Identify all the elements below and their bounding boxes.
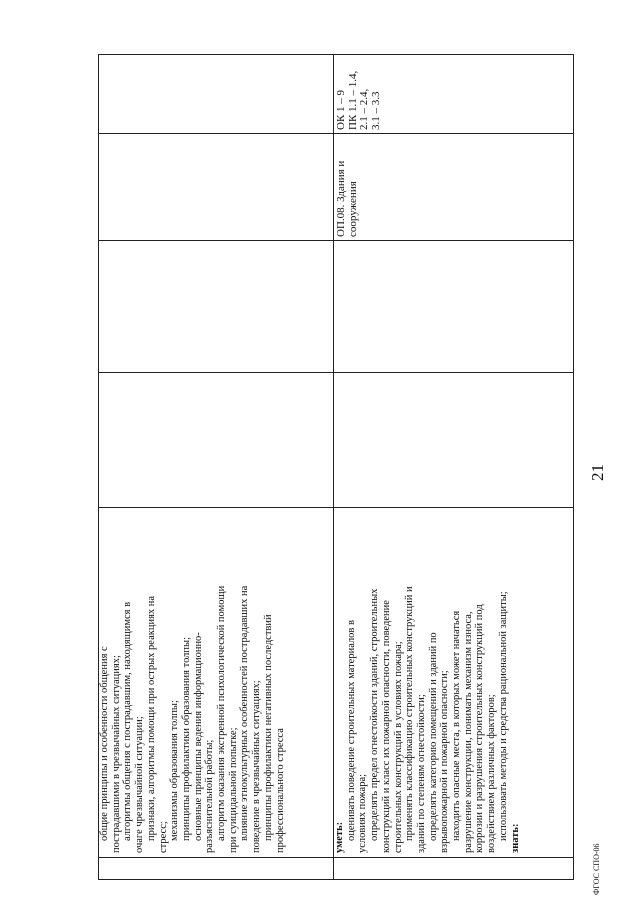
content-lines [99, 508, 286, 857]
content-line: разрушение конструкции, понимать механизм износа, [462, 611, 474, 853]
content-line: коррозии и разрушения строительных конструкций под [474, 604, 486, 853]
content-line: знать: [509, 823, 521, 853]
content-line: находить опасные места, в которых может начаться [451, 610, 463, 841]
content-line: механизмы образования толпы; [169, 700, 181, 841]
hours-cell [334, 373, 574, 508]
content-cell [99, 508, 334, 858]
content-line: разъяснительной работы; [204, 739, 216, 853]
content-line: общие принципы и особенности общения с [99, 646, 110, 841]
curriculum-table [98, 54, 574, 880]
discipline-cell [334, 134, 574, 241]
competency-list [99, 55, 103, 133]
content-line: конструкций и класс их пожарной опасности, поведение [380, 600, 392, 853]
content-line: пострадавшими в чрезвычайных ситуациях; [110, 655, 122, 853]
content-line: строительных конструкций в условиях пожара; [392, 641, 404, 853]
content-line: алгоритм оказания экстренной психологической помощи [216, 585, 228, 841]
content-line: применять классификацию строительных конструкций и [404, 586, 416, 841]
content-lines [334, 508, 521, 857]
table-row [334, 55, 574, 880]
competency-item: ОК 1 – 9 [335, 89, 347, 130]
content-line: профессионального стресса [274, 728, 286, 853]
content-line: очаге чрезвычайной ситуации; [134, 716, 146, 853]
content-line: принципы профилактики негативных последствий [262, 614, 274, 841]
content-line: уметь: [334, 821, 345, 853]
content-line: поведение в чрезвычайных ситуациях; [251, 680, 263, 853]
page-number: 21 [588, 464, 607, 481]
hours-cell [99, 241, 334, 373]
content-line: алгоритмы общения с пострадавшим, находящимся в [122, 601, 134, 841]
competency-item: ПК 1.1 – 1.4, [346, 70, 359, 130]
competencies-cell [99, 55, 334, 134]
competency-item: 3.1 – 3.3 [370, 91, 383, 130]
content-line: определять предел огнестойкости зданий, строительных [369, 588, 381, 841]
content-cell [334, 508, 574, 858]
content-line: взрывопожарной и пожарной опасности; [439, 670, 451, 853]
content-line: влияние этнокультурных особенностей пострадавших на [239, 585, 251, 841]
content-line: использовать методы и средства рациональной защиты; [497, 591, 509, 841]
hours-cell [334, 241, 574, 373]
discipline-name: ОП.08. Здания и сооружения [335, 160, 359, 237]
content-line: воздействием различных факторов; [486, 694, 498, 853]
hours-cell [99, 373, 334, 508]
discipline-cell [99, 134, 334, 241]
index-cell [99, 858, 334, 880]
content-line: оценивать поведение строительных материалов в [345, 620, 357, 841]
index-cell [334, 858, 574, 880]
discipline-name [99, 134, 103, 240]
competencies-cell [334, 55, 574, 134]
content-line: определять категорию помещений и зданий по [427, 632, 439, 841]
content-line: стресс; [157, 821, 169, 853]
content-line: основные принципы ведения информационно- [192, 632, 204, 841]
content-line: зданий по степеням огнестойкости; [415, 694, 427, 853]
competency-list [334, 55, 385, 133]
competency-item: 2.1 – 2.4, [358, 88, 371, 130]
content-line: признаки, алгоритмы помощи при острых реакциях на [145, 595, 157, 841]
content-line: условиях пожара; [357, 773, 369, 853]
content-line: принципы профилактики образования толпы; [180, 636, 192, 841]
footer-label: ФГОС СПО-06 [592, 843, 601, 895]
content-line: при суицидальной попытке; [227, 727, 239, 853]
table-row [99, 55, 334, 880]
